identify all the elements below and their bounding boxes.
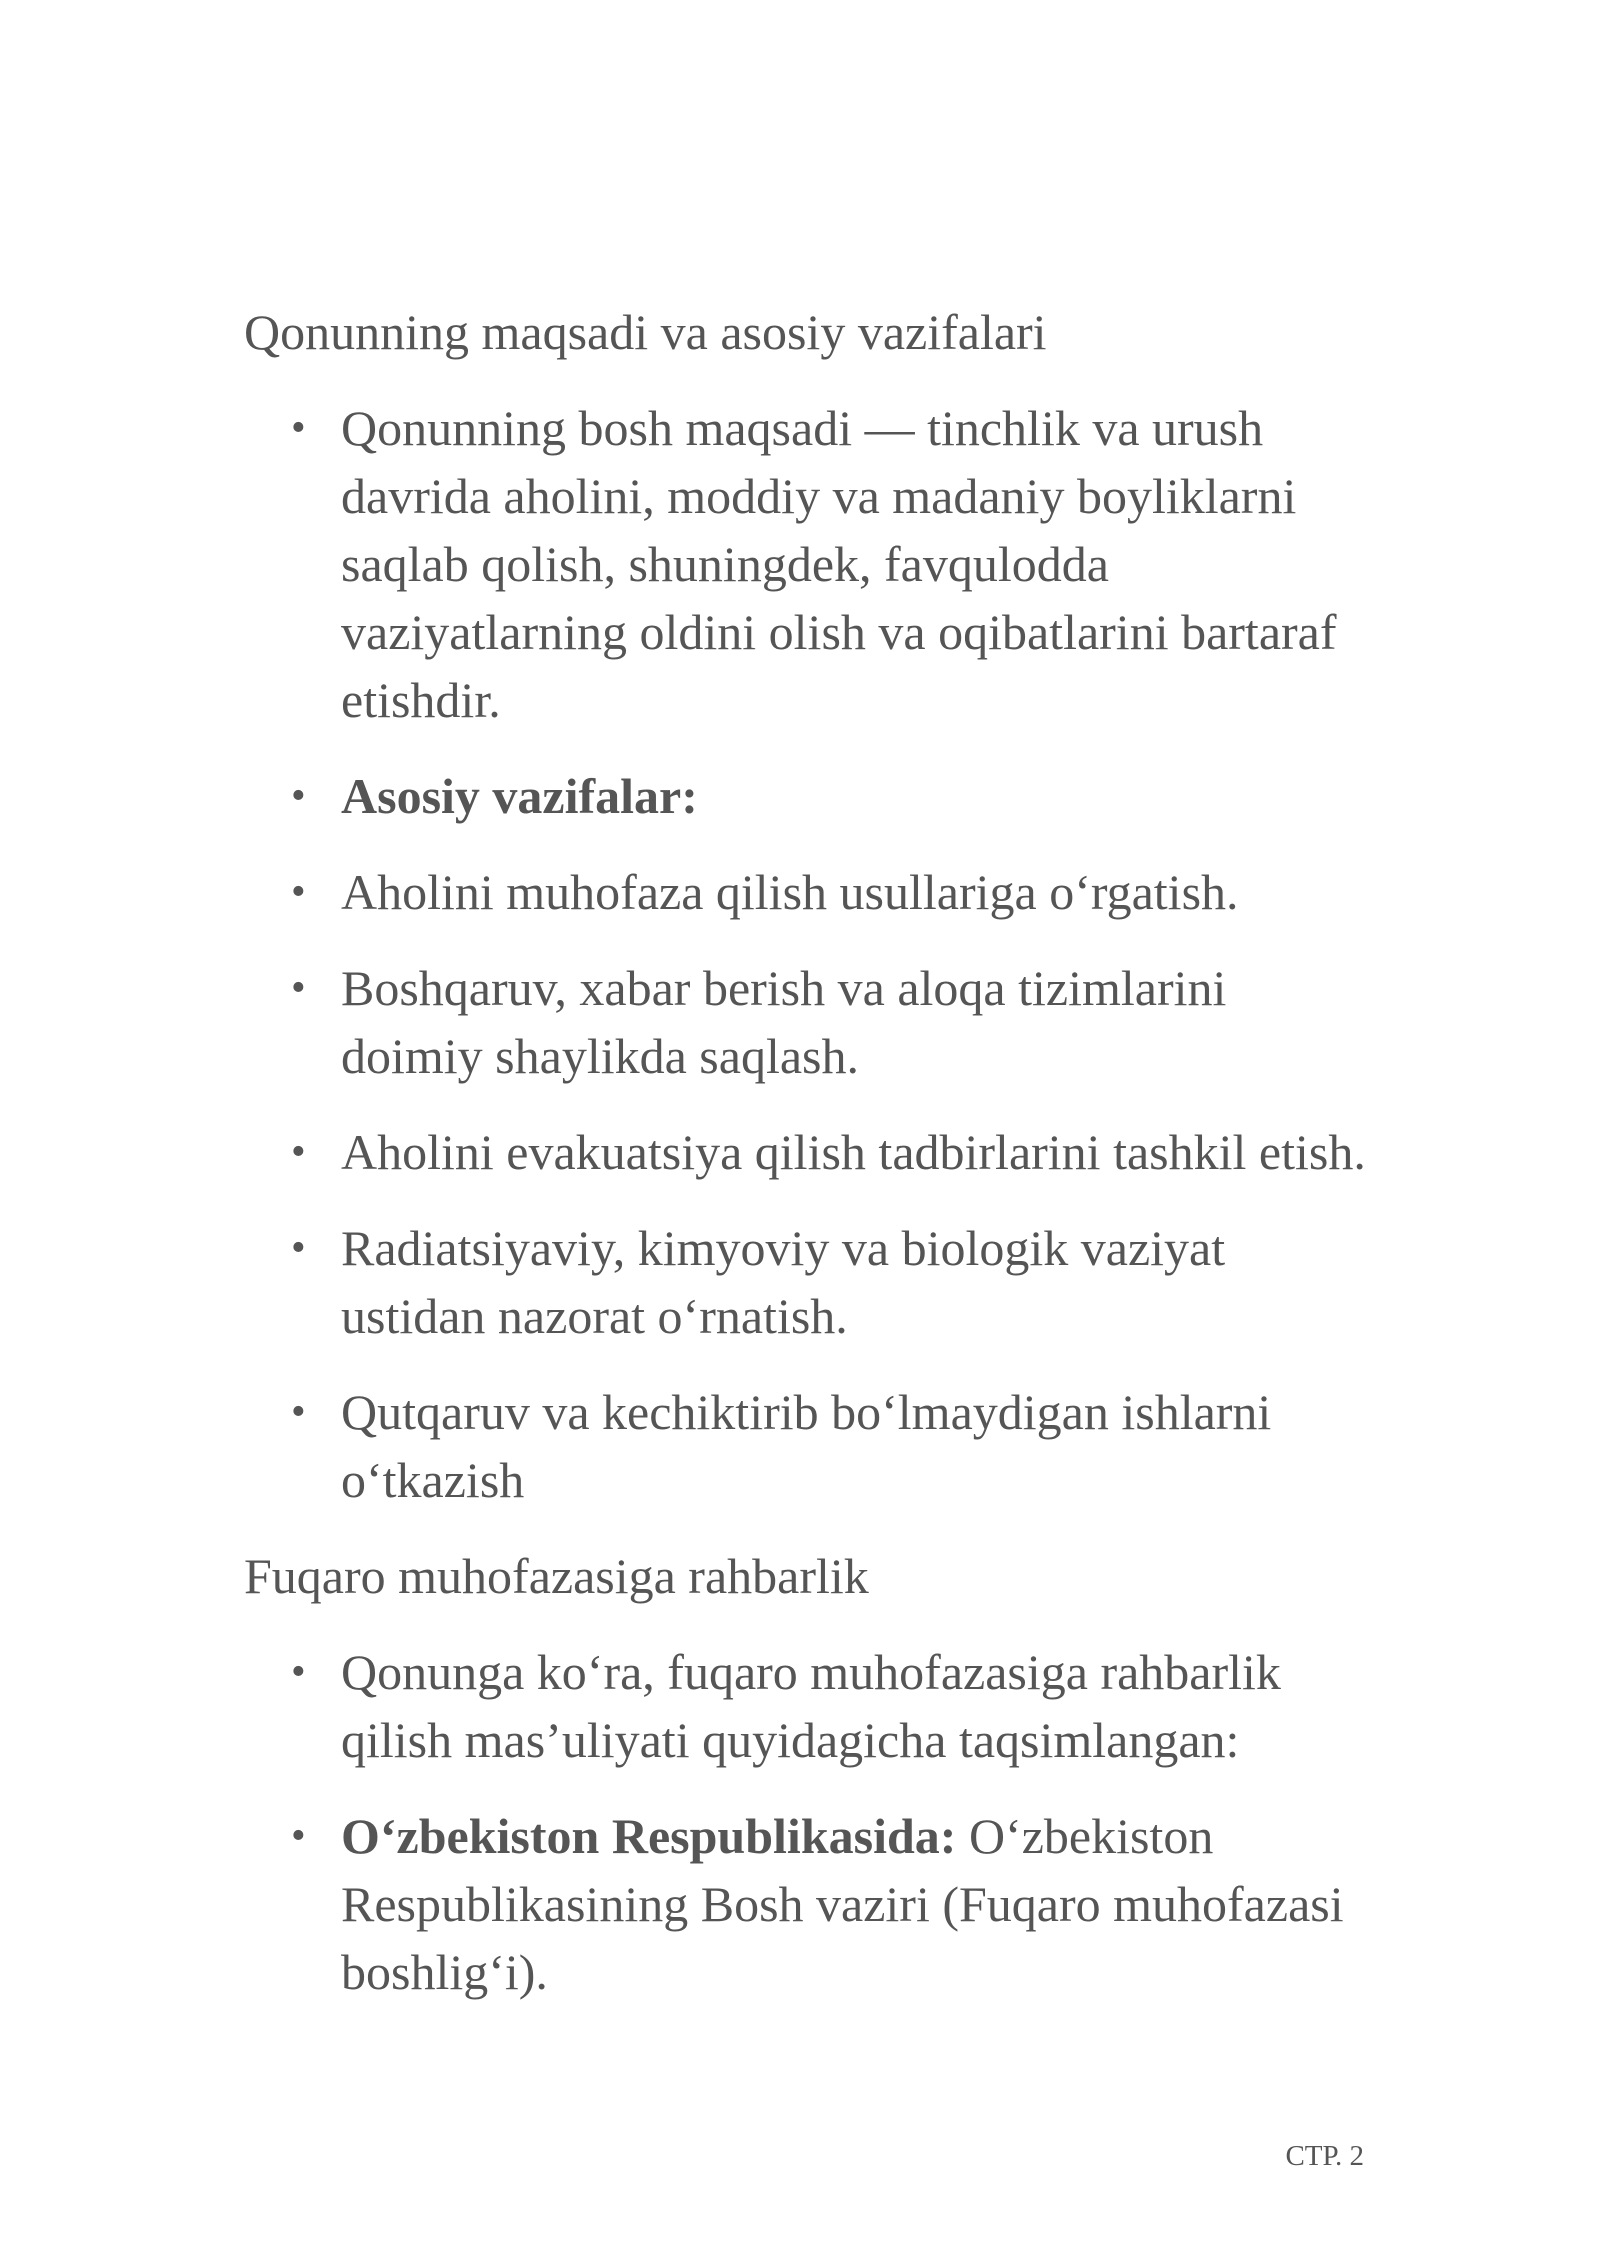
- bullet-icon: •: [291, 1225, 306, 1271]
- bullet-icon: •: [291, 405, 306, 451]
- bullet-icon: •: [291, 869, 306, 915]
- bullet-icon: •: [291, 773, 306, 819]
- list-item: [244, 1802, 1374, 2006]
- list-item: [244, 1214, 1374, 1350]
- bullet-list: [244, 394, 1374, 1514]
- item-lead: Asosiy vazifalar:: [341, 768, 698, 824]
- bullet-icon: •: [291, 1649, 306, 1695]
- list-item: [244, 858, 1374, 926]
- item-text: Radiatsiyaviy, kimyoviy va biologik vaziyat ustidan nazorat o‘rnatish.: [341, 1220, 1226, 1344]
- document-body: [244, 298, 1374, 2034]
- bullet-icon: •: [291, 1129, 306, 1175]
- list-item: [244, 1118, 1374, 1186]
- item-text: Qonunning bosh maqsadi — tinchlik va urush davrida aholini, moddiy va madaniy boyliklarni saqlab qolish, shuningdek, favqulodda vaziyatlarning oldini olish va oqibatlarini bartaraf etishdir.: [341, 400, 1337, 728]
- list-item: [244, 762, 1374, 830]
- bullet-list: [244, 1638, 1374, 2006]
- list-item: [244, 1638, 1374, 1774]
- item-text: Aholini muhofaza qilish usullariga o‘rgatish.: [341, 864, 1239, 920]
- bullet-icon: •: [291, 965, 306, 1011]
- item-text: Qutqaruv va kechiktirib bo‘lmaydigan ishlarni o‘tkazish: [341, 1384, 1272, 1508]
- item-text: Qonunga ko‘ra, fuqaro muhofazasiga rahbarlik qilish mas’uliyati quyidagicha taqsimlangan:: [341, 1644, 1281, 1768]
- item-text: Boshqaruv, xabar berish va aloqa tizimlarini doimiy shaylikda saqlash.: [341, 960, 1227, 1084]
- list-item: [244, 954, 1374, 1090]
- list-item: [244, 1378, 1374, 1514]
- bullet-icon: •: [291, 1389, 306, 1435]
- item-text: Aholini evakuatsiya qilish tadbirlarini tashkil etish.: [341, 1124, 1366, 1180]
- item-lead: O‘zbekiston Respublikasida:: [341, 1808, 957, 1864]
- section-title: Fuqaro muhofazasiga rahbarlik: [244, 1548, 869, 1604]
- bullet-icon: •: [291, 1813, 306, 1859]
- list-item: [244, 394, 1374, 734]
- item-text: O‘zbekiston Respublikasining Bosh vaziri (Fuqaro muhofazasi boshlig‘i).: [341, 1808, 1344, 2000]
- section-title: Qonunning maqsadi va asosiy vazifalari: [244, 304, 1047, 360]
- page-number: СТР. 2: [1285, 2140, 1364, 2172]
